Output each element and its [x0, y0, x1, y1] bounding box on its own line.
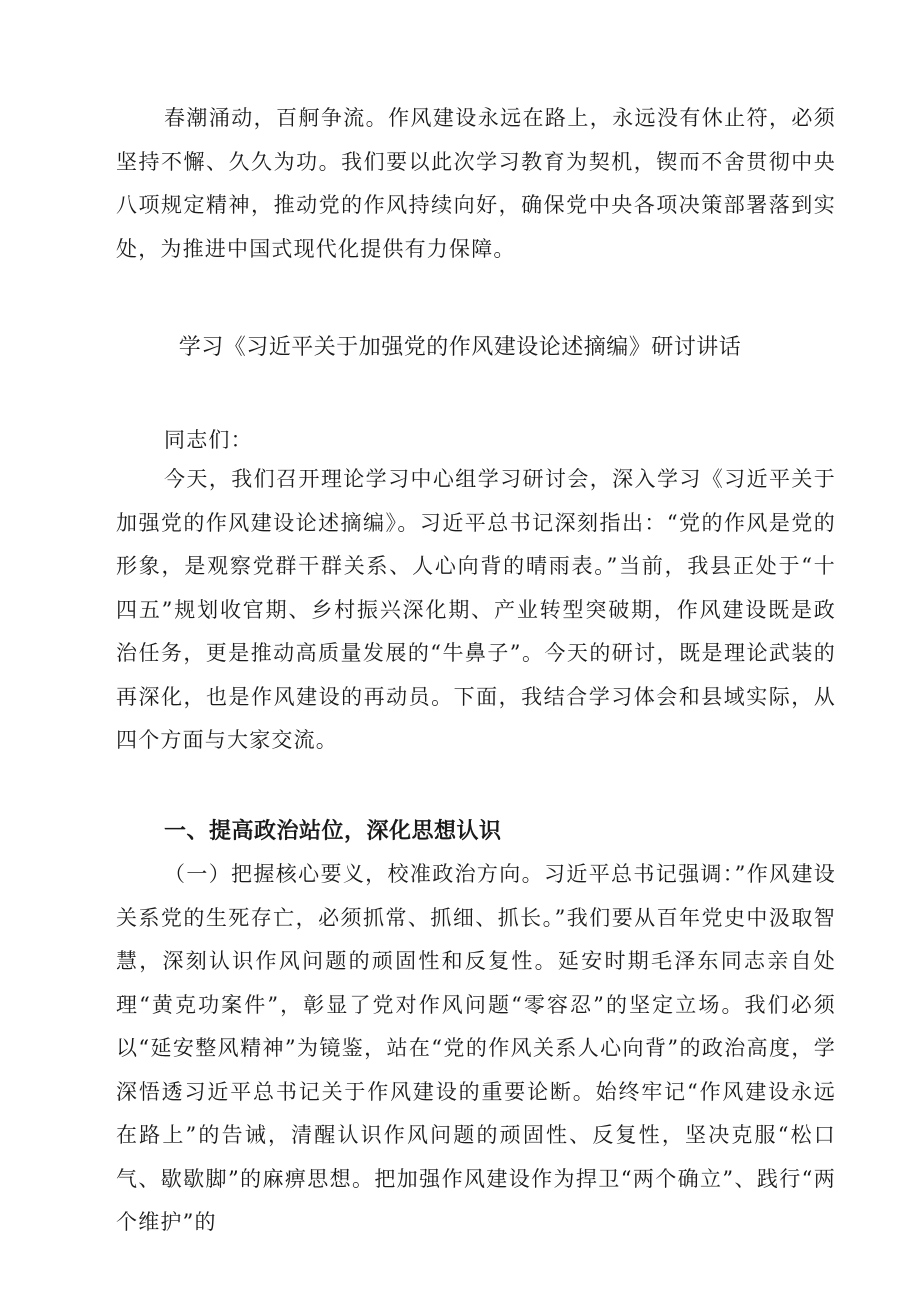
closing-paragraph: 春潮涌动，百舸争流。作风建设永远在路上，永远没有休止符，必须坚持不懈、久久为功。我们要以此次学习教育为契机，锲而不舍贯彻中央八项规定精神，推动党的作风持续向好，确保党中央各项决策部署落到实处，为推进中国式现代化提供有力保障。 [116, 106, 836, 261]
section-heading-1: 一、提高政治站位，深化思想认识 [164, 819, 502, 844]
salutation: 同志们： [164, 428, 253, 452]
intro-paragraph: 今天，我们召开理论学习中心组学习研讨会，深入学习《习近平关于加强党的作风建设论述摘编》。习近平总书记深刻指出：“党的作风是党的形象，是观察党群干群关系、人心向背的晴雨表。”当前，我县正处于“十四五”规划收官期、乡村振兴深化期、产业转型突破期，作风建设既是政治任务，更是推动高质量发展的“牛鼻子”。今天的研讨，既是理论武装的再深化，也是作风建设的再动员。下面，我结合学习体会和县域实际，从四个方面与大家交流。 [116, 467, 836, 752]
speech-title: 学习《习近平关于加强党的作风建设论述摘编》研讨讲话 [178, 335, 742, 360]
section-1-paragraph-1: （一）把握核心要义，校准政治方向。习近平总书记强调：”作风建设关系党的生死存亡，必须抓常、抓细、抓长。”我们要从百年党史中汲取智慧，深刻认识作风问题的顽固性和反复性。延安时期毛泽东同志亲自处理“黄克功案件”，彰显了党对作风问题“零容忍”的坚定立场。我们必须以“延安整风精神”为镜鉴，站在“党的作风关系人心向背”的政治高度，学深悟透习近平总书记关于作风建设的重要论断。始终牢记“作风建设永远在路上”的告诫，清醒认识作风问题的顽固性、反复性，坚决克服“松口气、歇歇脚”的麻痹思想。把加强作风建设作为捍卫“两个确立”、践行“两个维护”的 [116, 862, 836, 1234]
